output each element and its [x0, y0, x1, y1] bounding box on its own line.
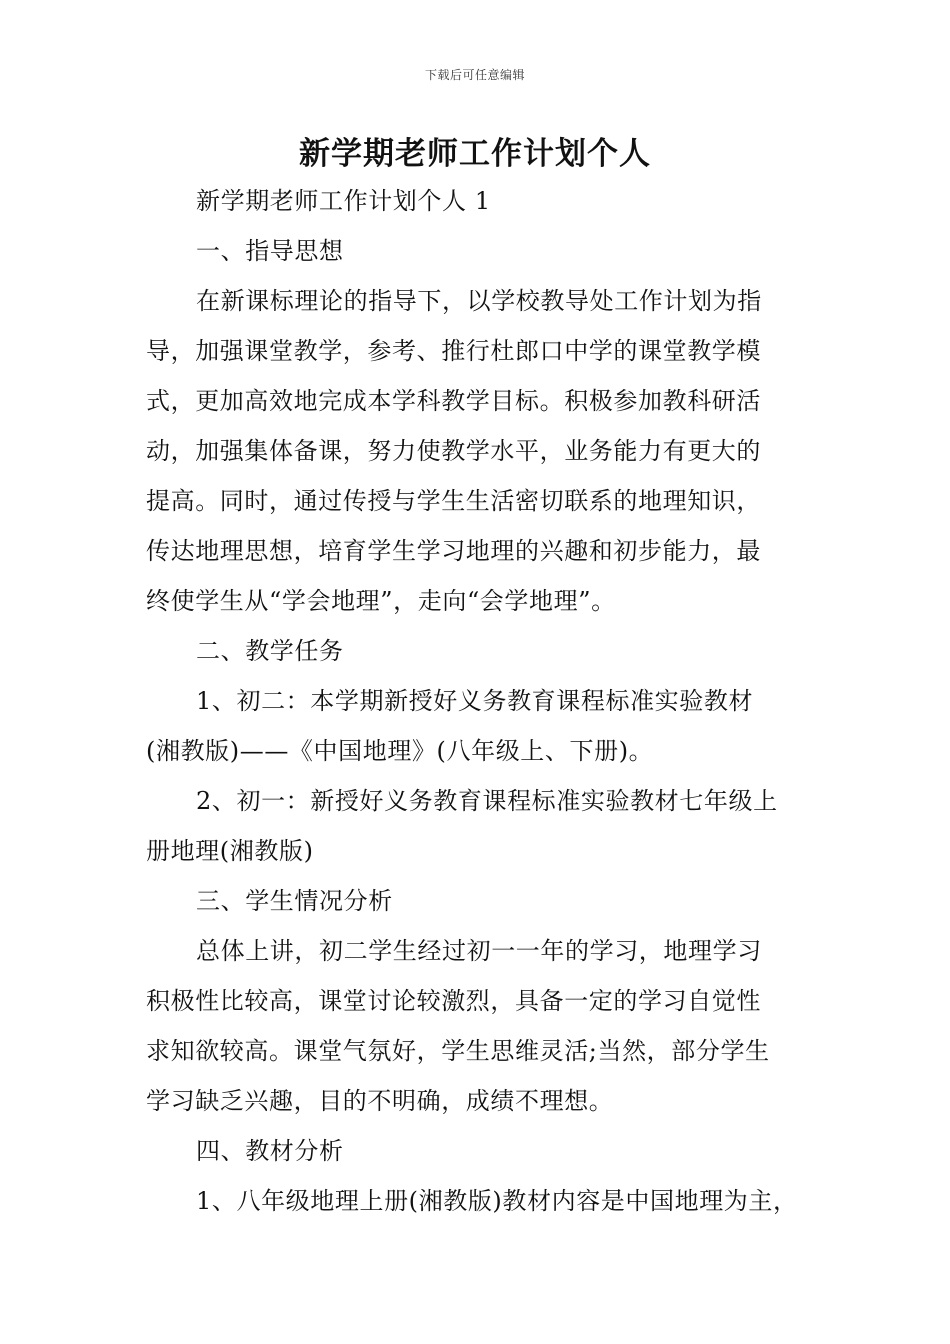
paragraph-line: 传达地理思想，培育学生学习地理的兴趣和初步能力，最 [146, 537, 761, 565]
section-heading: 一、指导思想 [196, 237, 344, 265]
paragraph-line: 积极性比较高，课堂讨论较激烈，具备一定的学习自觉性 [146, 987, 761, 1015]
paragraph-line: (湘教版)——《中国地理》(八年级上、下册)。 [146, 737, 654, 765]
paragraph-line: 学习缺乏兴趣，目的不明确，成绩不理想。 [146, 1087, 614, 1115]
paragraph-line: 求知欲较高。课堂气氛好，学生思维灵活;当然，部分学生 [146, 1037, 770, 1065]
paragraph-line: 2、初一：新授好义务教育课程标准实验教材七年级上 [196, 787, 778, 815]
paragraph-line: 动，加强集体备课，努力使教学水平，业务能力有更大的 [146, 437, 761, 465]
paragraph-line: 式，更加高效地完成本学科教学目标。积极参加教科研活 [146, 387, 761, 415]
paragraph-line: 导，加强课堂教学，参考、推行杜郎口中学的课堂教学模 [146, 337, 761, 365]
document-title: 新学期老师工作计划个人 [299, 136, 651, 172]
paragraph-line: 1、八年级地理上册(湘教版)教材内容是中国地理为主， [196, 1187, 798, 1215]
section-heading: 三、学生情况分析 [196, 887, 393, 915]
header-note: 下载后可任意编辑 [424, 68, 525, 82]
paragraph-line: 1、初二：本学期新授好义务教育课程标准实验教材 [196, 687, 754, 715]
paragraph-line: 册地理(湘教版) [146, 837, 314, 865]
paragraph-line: 提高。同时，通过传授与学生生活密切联系的地理知识， [146, 487, 761, 515]
section-heading: 四、教材分析 [196, 1137, 344, 1165]
section-heading: 二、教学任务 [196, 637, 344, 665]
paragraph-line: 总体上讲，初二学生经过初一一年的学习，地理学习 [196, 937, 762, 965]
paragraph-line: 在新课标理论的指导下，以学校教导处工作计划为指 [196, 287, 762, 315]
paragraph-line: 终使学生从“学会地理”，走向“会学地理”。 [146, 587, 616, 615]
subtitle: 新学期老师工作计划个人 1 [196, 187, 491, 215]
